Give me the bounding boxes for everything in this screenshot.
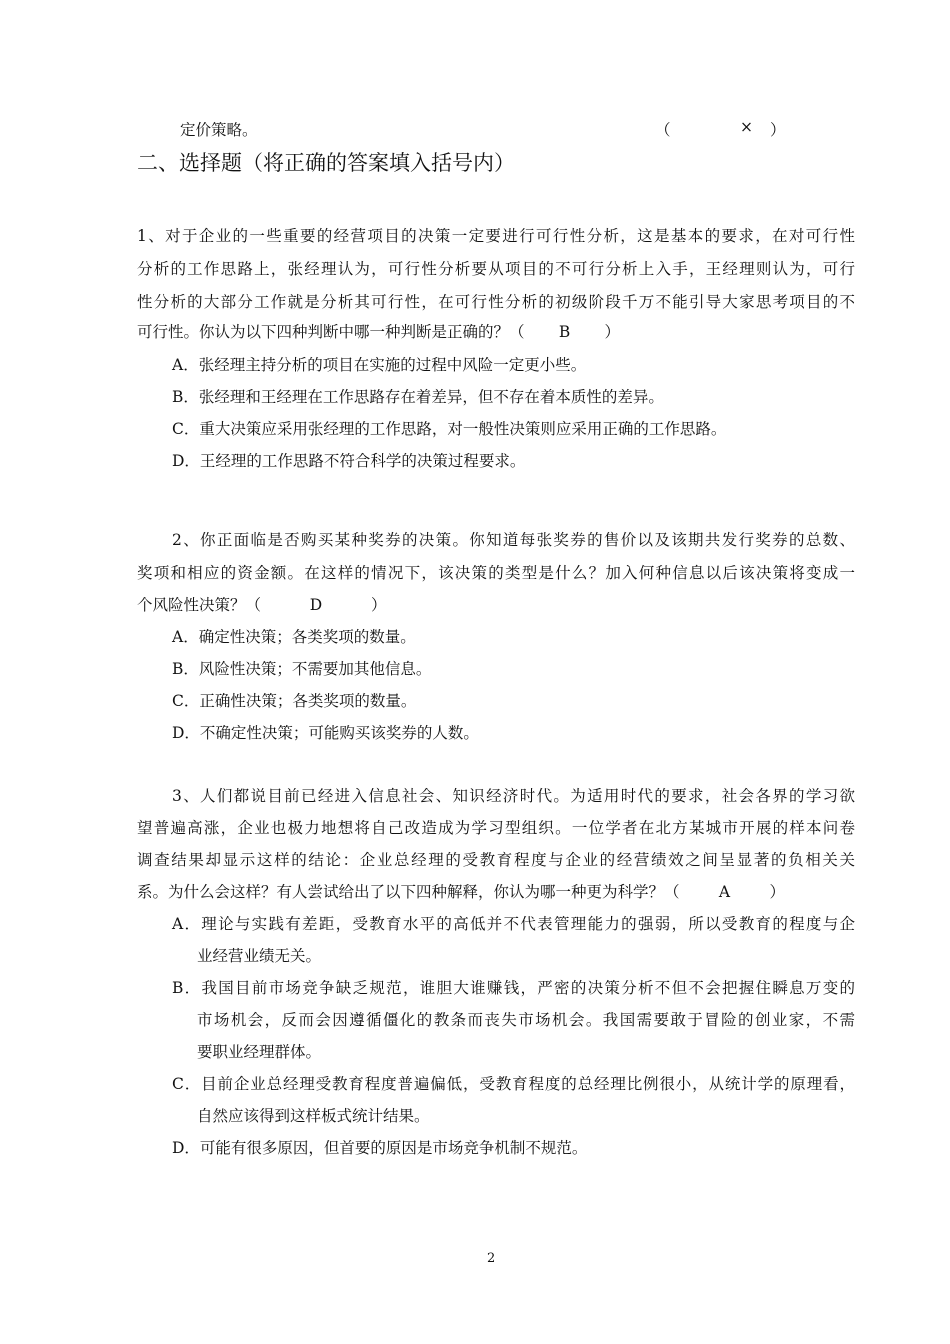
- question-line: 调查结果却显示这样的结论：企业总经理的受教育程度与企业的经营绩效之间呈显著的负相关关: [137, 851, 855, 869]
- question-line: [137, 322, 620, 342]
- option-c: C．正确性决策；各类奖项的数量。: [172, 692, 417, 710]
- option-a-cont: 业经营业绩无关。: [197, 947, 322, 965]
- option-a: A．确定性决策；各类奖项的数量。: [172, 628, 416, 646]
- question-line: 性分析的大部分工作就是分析其可行性，在可行性分析的初级阶段千万不能引导大家思考项目的不: [137, 293, 855, 311]
- option-d: D．可能有很多原因，但首要的原因是市场竞争机制不规范。: [172, 1139, 588, 1157]
- option-b-cont: 市场机会，反而会因遵循僵化的教条而丧失市场机会。我国需要敢于冒险的创业家，不需: [197, 1011, 855, 1029]
- question-text: 系。为什么会这样？有人尝试给出了以下四种解释，你认为哪一种更为科学？（: [137, 883, 680, 901]
- answer-paren-close: ）: [604, 323, 621, 341]
- answer-paren-close: ）: [770, 121, 786, 139]
- question-line: [137, 882, 785, 902]
- answer-paren-close: ）: [371, 596, 387, 614]
- option-c-cont: 自然应该得到这样板式统计结果。: [197, 1107, 430, 1125]
- true-false-mark: ×: [740, 118, 753, 136]
- question-line: 望普遍高涨，企业也极力地想将自己改造成为学习型组织。一位学者在北方某城市开展的样本问卷: [137, 819, 855, 837]
- question-text: 可行性。你认为以下四种判断中哪一种判断是正确的？（: [137, 323, 525, 341]
- question-line: 奖项和相应的资金额。在这样的情况下，该决策的类型是什么？加入何种信息以后该决策将变成一: [137, 564, 855, 582]
- option-b: B．张经理和王经理在工作思路存在着差异，但不存在着本质性的差异。: [172, 388, 664, 406]
- option-b: B．我国目前市场竞争缺乏规范，谁胆大谁赚钱，严密的决策分析不但不会把握住瞬息万变的: [172, 979, 855, 997]
- option-a: A．理论与实践有差距，受教育水平的高低并不代表管理能力的强弱，所以受教育的程度与企: [172, 915, 855, 933]
- question-line: 2、你正面临是否购买某种奖券的决策。你知道每张奖券的售价以及该期共发行奖券的总数、: [172, 531, 855, 549]
- question-line: 3、人们都说目前已经进入信息社会、知识经济时代。为适用时代的要求，社会各界的学习欲: [172, 787, 855, 805]
- option-c: C．目前企业总经理受教育程度普遍偏低，受教育程度的总经理比例很小，从统计学的原理看，: [172, 1075, 855, 1093]
- answer-letter: B: [558, 323, 571, 341]
- answer-letter: A: [718, 883, 731, 901]
- option-b: B．风险性决策；不需要加其他信息。: [172, 660, 432, 678]
- question-line: 1、对于企业的一些重要的经营项目的决策一定要进行可行性分析，这是基本的要求，在对可行性: [137, 227, 855, 245]
- answer-paren-close: ）: [769, 883, 786, 901]
- carryover-text: 定价策略。: [180, 121, 258, 139]
- section-title: 二、选择题（将正确的答案填入括号内）: [137, 151, 515, 175]
- page-number: 2: [487, 1251, 496, 1266]
- option-d: D．王经理的工作思路不符合科学的决策过程要求。: [172, 452, 526, 470]
- option-d: D．不确定性决策；可能购买该奖券的人数。: [172, 724, 479, 742]
- question-text: 个风险性决策？（: [137, 596, 262, 614]
- answer-paren-open: （: [655, 121, 671, 139]
- option-b-cont: 要职业经理群体。: [197, 1043, 322, 1061]
- option-c: C．重大决策应采用张经理的工作思路，对一般性决策则应采用正确的工作思路。: [172, 420, 727, 438]
- option-a: A．张经理主持分析的项目在实施的过程中风险一定更小些。: [172, 356, 587, 374]
- answer-letter: D: [309, 596, 323, 614]
- question-line: [137, 595, 387, 615]
- question-line: 分析的工作思路上，张经理认为，可行性分析要从项目的不可行分析上入手，王经理则认为，可行: [137, 260, 855, 278]
